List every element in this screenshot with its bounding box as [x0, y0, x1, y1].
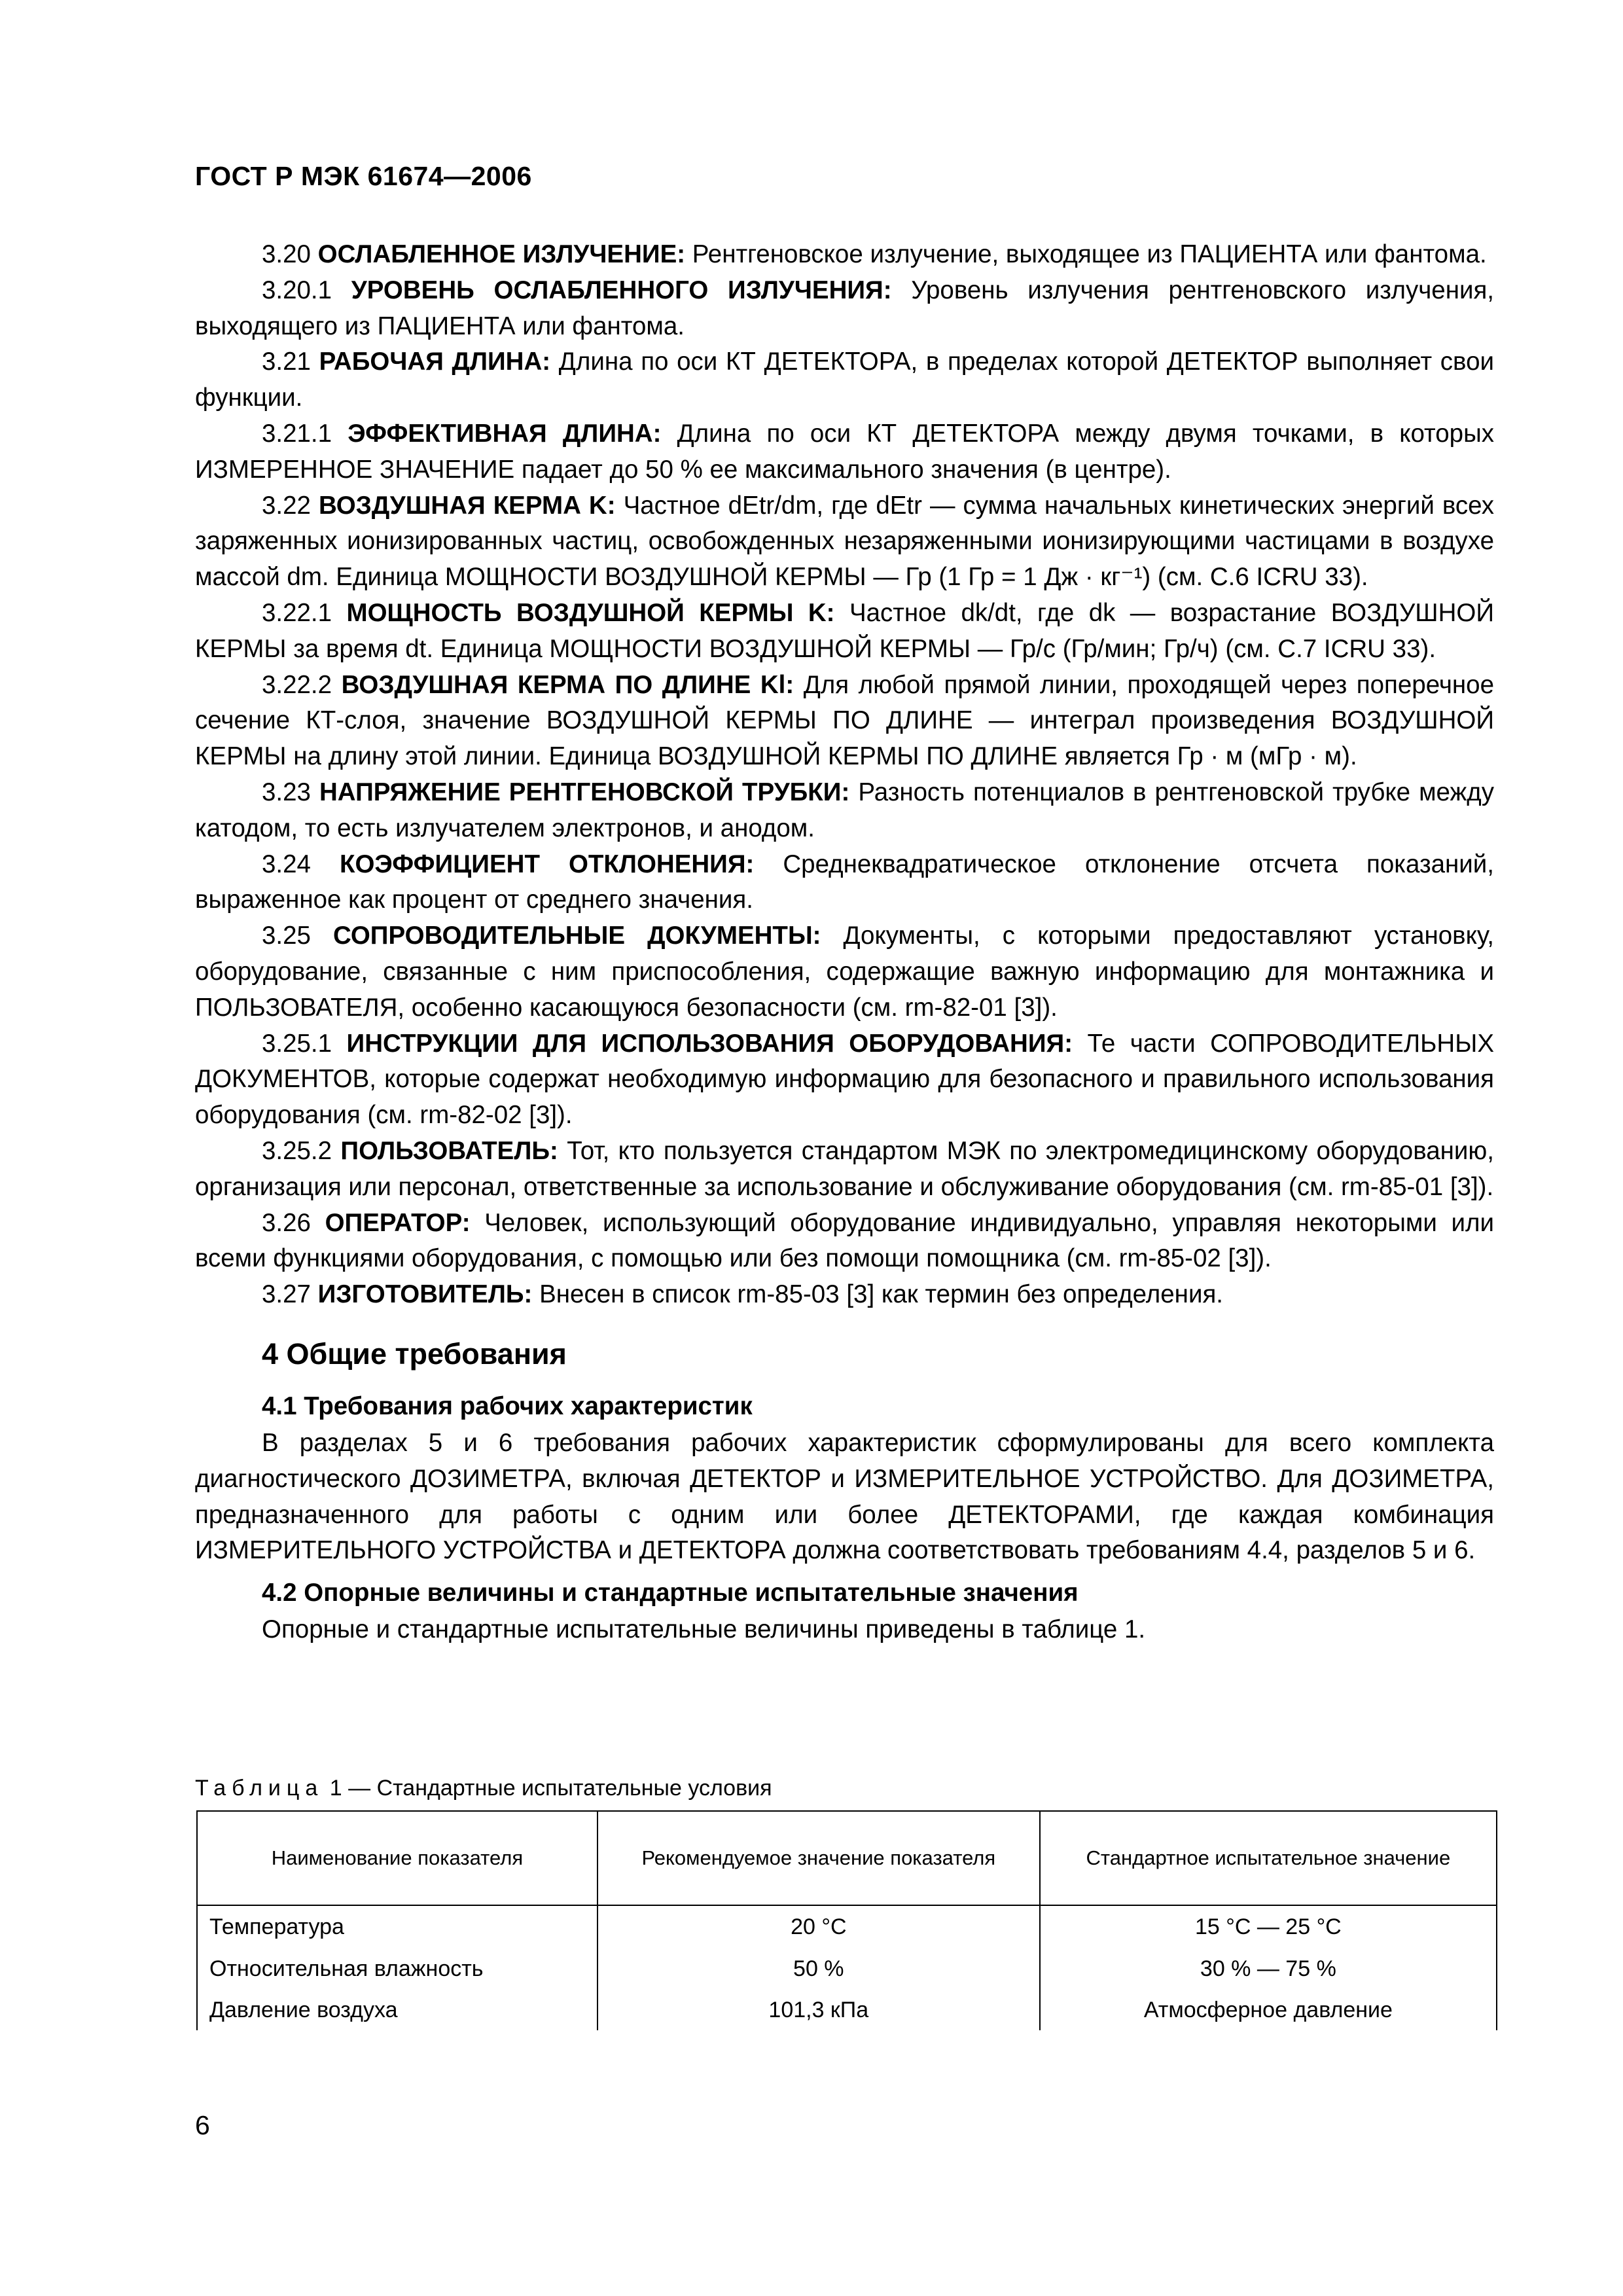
document-body — [195, 237, 1494, 1648]
table-cell: 101,3 кПа — [597, 1990, 1040, 2030]
term-title: ОПЕРАТОР: — [325, 1208, 471, 1237]
term-number: 3.21.1 — [262, 419, 332, 448]
term-definition: Тот, кто пользуется стандартом МЭК по электромедицинскому оборудованию, организация или персонал, ответственные за использование и обслуживание оборудования (см. rm-85-01 [3]). — [195, 1136, 1494, 1201]
term-title: НАПРЯЖЕНИЕ РЕНТГЕНОВСКОЙ ТРУБКИ: — [319, 778, 850, 806]
term-paragraph — [195, 847, 1494, 919]
term-definition: Для любой прямой линии, проходящей через поперечное сечение КТ-слоя, значение ВОЗДУШНОЙ КЕРМЫ ПО ДЛИНЕ — интеграл произведения ВОЗДУШНОЙ КЕРМЫ на длину этой линии. Единица ВОЗДУШНОЙ КЕРМЫ ПО ДЛИНЕ является Гр · м (мГр · м). — [195, 670, 1494, 771]
term-paragraph — [195, 273, 1494, 345]
term-title: СОПРОВОДИТЕЛЬНЫЕ ДОКУМЕНТЫ: — [333, 922, 821, 950]
term-definition: Длина по оси КТ ДЕТЕКТОРА между двумя точками, в которых ИЗМЕРЕННОЕ ЗНАЧЕНИЕ падает до 50 % ее максимального значения (в центре). — [195, 419, 1495, 484]
term-number: 3.20 — [262, 240, 311, 268]
table-cell: Давление воздуха — [197, 1990, 597, 2030]
term-title: ИЗГОТОВИТЕЛЬ: — [317, 1280, 533, 1309]
table-cell: Атмосферное давление — [1040, 1990, 1497, 2030]
term-title: ОСЛАБЛЕННОЕ ИЗЛУЧЕНИЕ: — [317, 240, 686, 268]
term-number: 3.25.1 — [262, 1029, 332, 1058]
term-number: 3.27 — [262, 1280, 311, 1309]
term-paragraph — [195, 237, 1494, 273]
table-row — [197, 1948, 1497, 1990]
term-definition: Частное dk/dt, где dk — возрастание ВОЗДУШНОЙ КЕРМЫ за время dt. Единица МОЩНОСТИ ВОЗДУШНОЙ КЕРМЫ — Гр/с (Гр/мин; Гр/ч) (см. С.7 ICRU 33). — [195, 598, 1494, 663]
term-number: 3.21 — [262, 348, 311, 376]
term-definition: Разность потенциалов в рентгеновской трубке между катодом, то есть излучателем электронов, и анодом. — [195, 778, 1494, 842]
table-cell: 20 °С — [597, 1905, 1040, 1948]
term-number: 3.25.2 — [262, 1136, 332, 1165]
term-number: 3.22 — [262, 491, 311, 520]
subsection-heading: 4.1 Требования рабочих характеристик — [262, 1391, 753, 1420]
table-cell: Температура — [197, 1905, 597, 1948]
table-caption — [195, 1774, 772, 1803]
term-number: 3.20.1 — [262, 276, 332, 304]
page-number: 6 — [195, 2110, 210, 2140]
term-number: 3.24 — [262, 850, 311, 878]
term-paragraph — [195, 1206, 1494, 1278]
term-number: 3.26 — [262, 1208, 311, 1237]
term-definition: Человек, использующий оборудование индивидуально, управляя некоторыми или всеми функциями оборудования, с помощью или без помощи помощника (см. rm-85-02 [3]). — [195, 1208, 1494, 1273]
table-cell: Относительная влажность — [197, 1948, 597, 1990]
term-title: ПОЛЬЗОВАТЕЛЬ: — [340, 1136, 558, 1165]
table-header-row — [197, 1811, 1497, 1905]
term-paragraph — [195, 668, 1494, 775]
term-definition: Уровень излучения рентгеновского излучения, выходящего из ПАЦИЕНТА или фантома. — [195, 276, 1495, 340]
table-cell: 30 % — 75 % — [1040, 1948, 1497, 1990]
term-definition: Среднеквадратическое отклонение отсчета показаний, выраженное как процент от среднего значения. — [195, 850, 1494, 914]
table-cell: 15 °С — 25 °С — [1040, 1905, 1497, 1948]
table-header-cell: Рекомендуемое значение показателя — [597, 1811, 1040, 1905]
term-paragraph — [195, 775, 1494, 847]
term-paragraph — [195, 488, 1494, 596]
table-row — [197, 1905, 1497, 1948]
table-header-cell: Наименование показателя — [197, 1811, 597, 1905]
section-heading: 4 Общие требования — [262, 1336, 567, 1371]
term-definition: Те части СОПРОВОДИТЕЛЬНЫХ ДОКУМЕНТОВ, которые содержат необходимую информацию для безопасного и правильного использования оборудования (см. rm-82-02 [3]). — [195, 1029, 1494, 1130]
term-paragraph — [195, 1026, 1494, 1134]
term-number: 3.22.2 — [262, 670, 332, 699]
table-row — [197, 1990, 1497, 2030]
term-paragraph — [195, 1134, 1494, 1206]
term-paragraph — [195, 596, 1494, 668]
section-paragraph: В разделах 5 и 6 требования рабочих характеристик сформулированы для всего комплекта диагностического ДОЗИМЕТРА, включая ДЕТЕКТОР и ИЗМЕРИТЕЛЬНОЕ УСТРОЙСТВО. Для ДОЗИМЕТРА, предназначенного для работы с одним или более ДЕТЕКТОРАМИ, где каждая комбинация ИЗМЕРИТЕЛЬНОГО УСТРОЙСТВА и ДЕТЕКТОРА должна соответствовать требованиям 4.4, разделов 5 и 6. — [195, 1428, 1494, 1565]
term-definition: Документы, с которыми предоставляют установку, оборудование, связанные с ним приспособления, содержащие важную информацию для монтажника и ПОЛЬЗОВАТЕЛЯ, особенно касающуюся безопасности (см. rm-82-01 [3]). — [195, 922, 1495, 1022]
subsection-heading: 4.2 Опорные величины и стандартные испытательные значения — [262, 1579, 1079, 1607]
term-paragraph — [195, 416, 1494, 488]
term-definition: Внесен в список rm-85-03 [3] как термин без определения. — [539, 1280, 1223, 1309]
term-definition: Длина по оси КТ ДЕТЕКТОРА, в пределах которой ДЕТЕКТОР выполняет свои функции. — [195, 348, 1494, 412]
table-header-cell: Стандартное испытательное значение — [1040, 1811, 1497, 1905]
term-number: 3.22.1 — [262, 598, 332, 627]
section-paragraph: Опорные и стандартные испытательные величины приведены в таблице 1. — [262, 1615, 1146, 1644]
term-title: ВОЗДУШНАЯ КЕРМА K: — [318, 491, 616, 520]
term-title: МОЩНОСТЬ ВОЗДУШНОЙ КЕРМЫ K: — [346, 598, 835, 627]
conditions-table — [196, 1810, 1497, 2030]
term-title: КОЭФФИЦИЕНТ ОТКЛОНЕНИЯ: — [339, 850, 755, 878]
term-title: ВОЗДУШНАЯ КЕРМА ПО ДЛИНЕ Kl: — [341, 670, 794, 699]
table-caption-label: Таблица — [195, 1776, 324, 1801]
term-title: ИНСТРУКЦИИ ДЛЯ ИСПОЛЬЗОВАНИЯ ОБОРУДОВАНИЯ: — [346, 1029, 1073, 1058]
term-definition: Рентгеновское излучение, выходящее из ПАЦИЕНТА или фантома. — [692, 240, 1487, 268]
term-paragraph — [195, 918, 1494, 1026]
table-caption-text: 1 — Стандартные испытательные условия — [329, 1776, 772, 1801]
term-title: ЭФФЕКТИВНАЯ ДЛИНА: — [348, 419, 662, 448]
term-number: 3.23 — [262, 778, 311, 806]
table-cell: 50 % — [597, 1948, 1040, 1990]
term-title: РАБОЧАЯ ДЛИНА: — [319, 348, 551, 376]
term-number: 3.25 — [262, 922, 311, 950]
term-paragraph — [195, 1277, 1494, 1313]
term-paragraph — [195, 344, 1494, 416]
document-header: ГОСТ Р МЭК 61674—2006 — [195, 161, 532, 191]
term-title: УРОВЕНЬ ОСЛАБЛЕННОГО ИЗЛУЧЕНИЯ: — [351, 276, 892, 304]
term-definition: Частное dEtr/dm, где dEtr — сумма начальных кинетических энергий всех заряженных ионизированных частиц, освобожденных незаряженными ионизирующими частицами в воздухе массой dm. Единица МОЩНОСТИ ВОЗДУШНОЙ КЕРМЫ — Гр (1 Гр = 1 Дж · кг⁻¹) (см. С.6 ICRU 33). — [195, 491, 1494, 592]
